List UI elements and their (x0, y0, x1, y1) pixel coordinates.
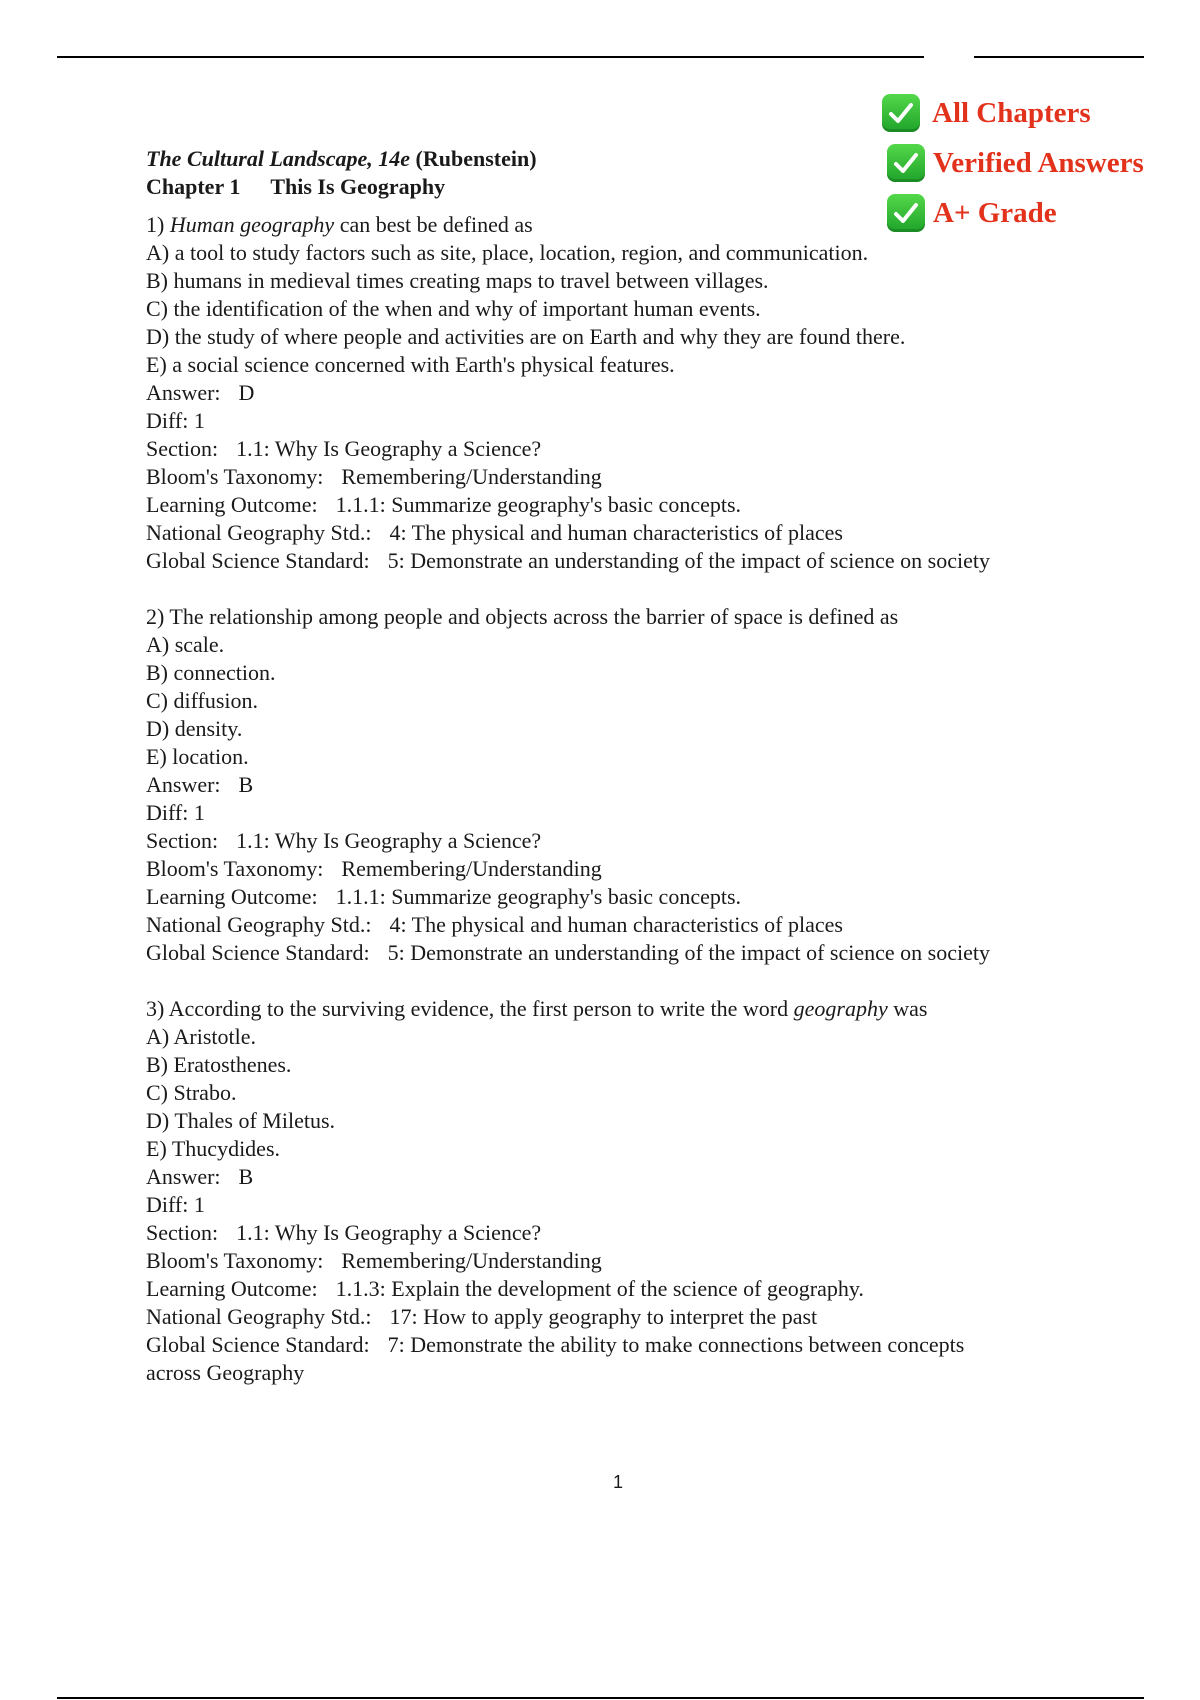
section-line (146, 827, 1106, 855)
outcome-line (146, 1275, 1106, 1303)
meta-label: Bloom's Taxonomy: (146, 464, 324, 489)
section-line (146, 1219, 1106, 1247)
outcome-value: 1.1.1: Summarize geography's basic concepts. (335, 492, 742, 517)
national-std-value: 17: How to apply geography to interpret the past (389, 1304, 818, 1329)
answer-value: D (238, 380, 255, 405)
meta-label: Section: (146, 1220, 219, 1245)
diff-value: 1 (193, 1192, 205, 1217)
global-std-value: 7: Demonstrate the ability to make connections between concepts (387, 1332, 965, 1357)
meta-label: Diff: (146, 800, 189, 825)
bloom-value: Remembering/Understanding (341, 856, 602, 881)
meta-label: National Geography Std.: (146, 912, 372, 937)
book-title: The Cultural Landscape, 14e (146, 146, 411, 171)
meta-label: Bloom's Taxonomy: (146, 856, 324, 881)
answer-line (146, 379, 1106, 407)
question-stem-text-end: was (887, 996, 928, 1021)
meta-label: Global Science Standard: (146, 940, 370, 965)
answer-value: B (238, 772, 254, 797)
global-std-value: 5: Demonstrate an understanding of the impact of science on society (387, 548, 990, 573)
question-stem-text: The relationship among people and objects across the barrier of space is defined as (164, 604, 899, 629)
document-header (146, 145, 1106, 201)
national-std-value: 4: The physical and human characteristics of places (389, 520, 843, 545)
section-value: 1.1: Why Is Geography a Science? (236, 436, 542, 461)
meta-label: Answer: (146, 1164, 221, 1189)
answer-option: C) Strabo. (146, 1080, 237, 1105)
question-stem-italic: Human geography (169, 212, 335, 237)
meta-label: Learning Outcome: (146, 1276, 318, 1301)
national-std-line (146, 519, 1106, 547)
question-2 (146, 603, 1106, 967)
global-std-line (146, 1331, 1106, 1359)
question-stem-italic: geography (793, 996, 888, 1021)
answer-option: A) a tool to study factors such as site, place, location, region, and communication. (146, 240, 869, 265)
top-rule-left (57, 56, 924, 58)
national-std-line (146, 1303, 1106, 1331)
outcome-value: 1.1.3: Explain the development of the science of geography. (335, 1276, 864, 1301)
question-stem-text: According to the surviving evidence, the first person to write the word (164, 996, 794, 1021)
meta-label: National Geography Std.: (146, 520, 372, 545)
meta-label: Diff: (146, 1192, 189, 1217)
question-stem (146, 211, 1106, 239)
section-line (146, 435, 1106, 463)
outcome-line (146, 491, 1106, 519)
question-number: 1) (146, 212, 165, 237)
meta-label: Global Science Standard: (146, 548, 370, 573)
chapter-label: Chapter 1 (146, 174, 241, 199)
meta-label: Learning Outcome: (146, 884, 318, 909)
answer-option: C) the identification of the when and why of important human events. (146, 296, 761, 321)
top-rule-right (974, 56, 1144, 58)
global-std-value: 5: Demonstrate an understanding of the impact of science on society (387, 940, 990, 965)
global-std-continuation: across Geography (146, 1360, 305, 1385)
answer-option: A) Aristotle. (146, 1024, 256, 1049)
book-title-line (146, 145, 1106, 173)
answer-line (146, 771, 1106, 799)
bottom-rule (57, 1697, 1144, 1699)
question-stem (146, 603, 1106, 631)
answer-value: B (238, 1164, 254, 1189)
question-stem-text: can best be defined as (334, 212, 533, 237)
bloom-line (146, 463, 1106, 491)
answer-option: E) location. (146, 744, 249, 769)
bloom-line (146, 855, 1106, 883)
meta-label: Answer: (146, 380, 221, 405)
chapter-title: This Is Geography (270, 174, 446, 199)
answer-option: B) connection. (146, 660, 276, 685)
national-std-value: 4: The physical and human characteristics of places (389, 912, 843, 937)
meta-label: Global Science Standard: (146, 1332, 370, 1357)
check-icon (882, 94, 920, 132)
book-author: (Rubenstein) (415, 146, 537, 171)
diff-line (146, 1191, 1106, 1219)
badge-label: All Chapters (932, 96, 1091, 129)
question-1 (146, 211, 1106, 575)
section-value: 1.1: Why Is Geography a Science? (236, 828, 542, 853)
answer-option: B) Eratosthenes. (146, 1052, 292, 1077)
answer-option: C) diffusion. (146, 688, 259, 713)
outcome-value: 1.1.1: Summarize geography's basic concepts. (335, 884, 742, 909)
badge-label: A+ Grade (933, 196, 1057, 229)
answer-option: D) Thales of Miletus. (146, 1108, 336, 1133)
meta-label: Section: (146, 436, 219, 461)
answer-line (146, 1163, 1106, 1191)
meta-label: Bloom's Taxonomy: (146, 1248, 324, 1273)
outcome-line (146, 883, 1106, 911)
badge-all-chapters (882, 88, 1182, 138)
section-value: 1.1: Why Is Geography a Science? (236, 1220, 542, 1245)
diff-value: 1 (193, 408, 205, 433)
chapter-line (146, 173, 1106, 201)
answer-option: D) the study of where people and activities are on Earth and why they are found there. (146, 324, 906, 349)
answer-option: E) a social science concerned with Earth's physical features. (146, 352, 675, 377)
bloom-value: Remembering/Understanding (341, 1248, 602, 1273)
answer-option: E) Thucydides. (146, 1136, 281, 1161)
global-std-line (146, 939, 1106, 967)
question-3 (146, 995, 1106, 1387)
answer-option: B) humans in medieval times creating maps to travel between villages. (146, 268, 769, 293)
diff-value: 1 (193, 800, 205, 825)
global-std-line (146, 547, 1106, 575)
question-number: 2) (146, 604, 165, 629)
badge-label: Verified Answers (933, 146, 1144, 179)
national-std-line (146, 911, 1106, 939)
answer-option: A) scale. (146, 632, 225, 657)
meta-label: Diff: (146, 408, 189, 433)
bloom-value: Remembering/Understanding (341, 464, 602, 489)
question-number: 3) (146, 996, 165, 1021)
bloom-line (146, 1247, 1106, 1275)
meta-label: Learning Outcome: (146, 492, 318, 517)
diff-line (146, 407, 1106, 435)
meta-label: National Geography Std.: (146, 1304, 372, 1329)
answer-option: D) density. (146, 716, 243, 741)
meta-label: Section: (146, 828, 219, 853)
meta-label: Answer: (146, 772, 221, 797)
question-stem (146, 995, 1106, 1023)
document-body (146, 145, 1106, 1415)
diff-line (146, 799, 1106, 827)
page-number: 1 (612, 1472, 623, 1492)
